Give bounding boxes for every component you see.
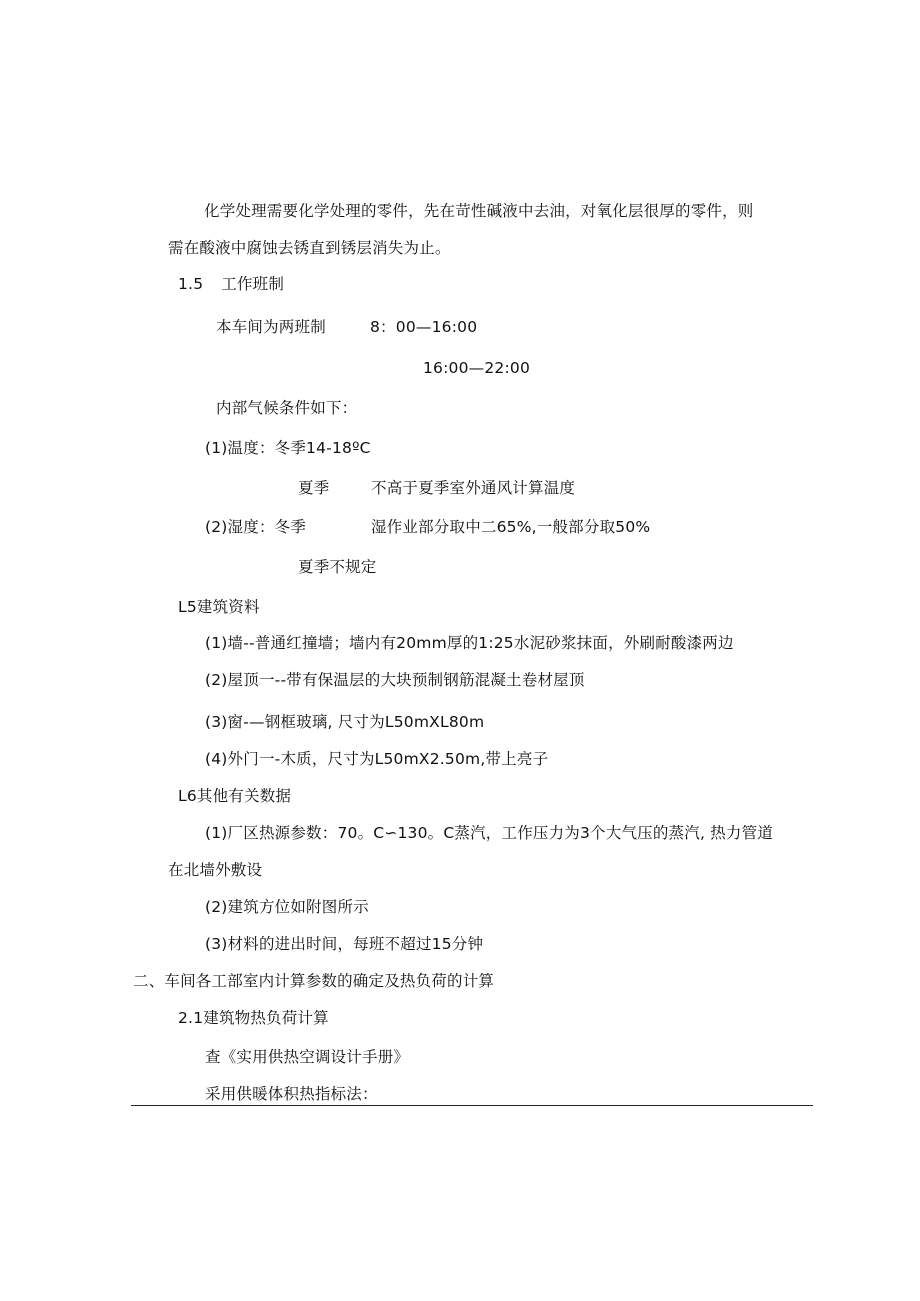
humidity-summer: 夏季不规定 xyxy=(298,558,377,576)
temperature-summer-value: 不高于夏季室外通风计算温度 xyxy=(371,479,576,497)
climate-intro: 内部气候条件如下： xyxy=(216,399,358,417)
reference-handbook: 查《实用供热空调设计手册》 xyxy=(205,1048,410,1066)
material-time: (3)材料的进出时间，每班不超过15分钟 xyxy=(205,935,484,953)
building-roof: (2)屋顶一--带有保温层的大块预制钢筋混凝土卷材屋顶 xyxy=(205,671,585,689)
temperature-summer-label: 夏季 xyxy=(298,479,330,497)
section-title: 工作班制 xyxy=(221,275,285,293)
building-window: (3)窗-—钢框玻璃, 尺寸为L50mXL80m xyxy=(205,713,485,731)
method-line: 采用供暖体积热指标法： xyxy=(205,1085,378,1103)
humidity-label: (2)湿度：冬季 xyxy=(205,518,307,536)
shift-time-2: 16:00—22:00 xyxy=(423,359,531,377)
section-other-heading: L6其他有关数据 xyxy=(178,787,292,805)
section-number: 1.5 xyxy=(178,275,204,293)
building-orientation: (2)建筑方位如附图所示 xyxy=(205,898,369,916)
section-building-heading: L5建筑资料 xyxy=(178,598,260,616)
heat-source-line1: (1)厂区热源参数：70。C∽130。C蒸汽，工作压力为3个大气压的蒸汽, 热力管道 xyxy=(205,824,774,842)
heat-source-line2: 在北墙外敷设 xyxy=(168,861,263,879)
paragraph-chemical-line1: 化学处理需要化学处理的零件，先在苛性碱液中去油，对氧化层很厚的零件，则 xyxy=(204,202,754,220)
shift-time-1: 8：00—16:00 xyxy=(370,318,478,336)
humidity-winter-value: 湿作业部分取中二65%,一般部分取50% xyxy=(371,518,651,536)
bottom-rule xyxy=(131,1105,813,1106)
building-wall: (1)墙--普通红撞墙；墙内有20mm厚的1:25水泥砂浆抹面，外刷耐酸漆两边 xyxy=(205,634,734,652)
paragraph-chemical-line2: 需在酸液中腐蚀去锈直到锈层消失为止。 xyxy=(168,239,451,257)
temperature-winter: (1)温度：冬季14-18ºC xyxy=(205,439,371,457)
shift-label: 本车间为两班制 xyxy=(216,318,326,336)
building-door: (4)外门一-木质，尺寸为L50mX2.50m,带上亮子 xyxy=(205,750,549,768)
section-2-1-heading: 2.1建筑物热负荷计算 xyxy=(178,1009,329,1027)
section-1-5-heading xyxy=(178,274,284,294)
chapter-2-heading: 二、车间各工部室内计算参数的确定及热负荷的计算 xyxy=(133,972,495,990)
